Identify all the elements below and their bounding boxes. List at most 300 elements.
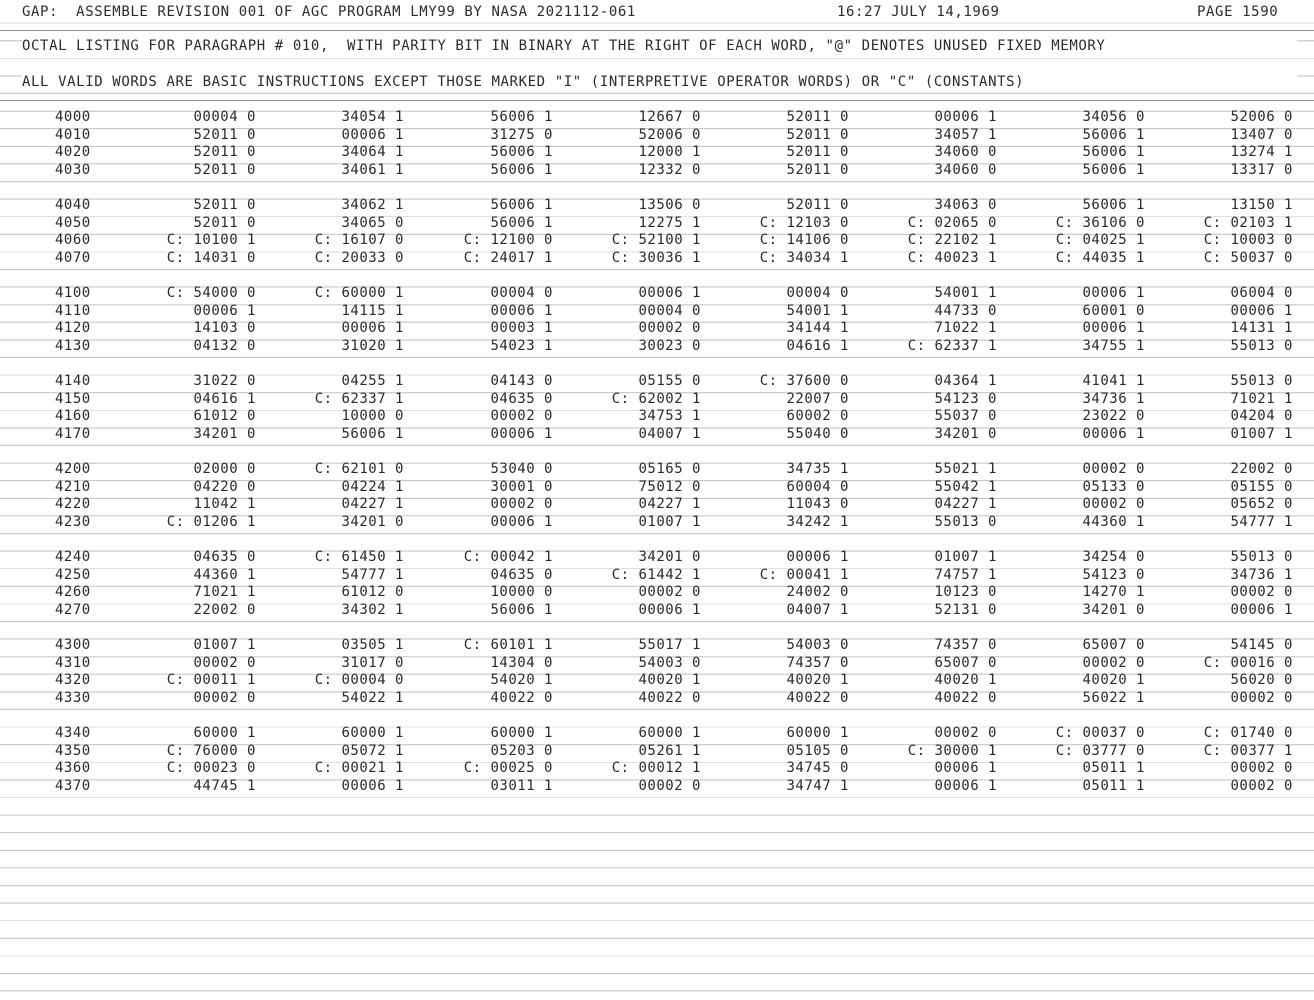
octal-word: 05155 0 [1230,478,1293,495]
octal-word: C: 12100 0 [463,232,553,249]
listing-row [0,549,1314,566]
listing-row [0,602,1314,619]
listing-row [0,144,1314,161]
octal-word: 40020 1 [934,672,997,689]
octal-word: 04204 0 [1230,408,1293,425]
octal-word: 56006 1 [490,197,553,213]
octal-word: 10123 0 [934,584,997,601]
octal-word: 30001 0 [490,478,553,495]
header-line-1 [22,4,1297,22]
octal-word: 00006 1 [490,425,553,442]
octal-word: 56006 1 [1082,144,1145,161]
octal-word: C: 44035 1 [1055,249,1145,266]
octal-word: 23022 0 [1082,408,1145,425]
octal-word: 00002 0 [1230,584,1293,601]
octal-word: 71021 1 [1230,390,1293,407]
octal-word: 55013 0 [1230,373,1293,389]
row-address: 4150 [55,390,91,407]
octal-word: C: 01740 0 [1203,725,1293,741]
octal-word: C: 61442 1 [611,566,701,583]
octal-word: 04007 1 [786,601,849,618]
octal-word: 54777 1 [1230,513,1293,530]
octal-word: C: 14031 0 [166,249,256,266]
octal-word: 00002 0 [193,689,256,706]
row-address: 4120 [55,320,91,337]
octal-word: 54020 1 [490,672,553,689]
octal-word: C: 10003 0 [1203,232,1293,249]
octal-word: 04616 1 [193,390,256,407]
octal-word: 56006 1 [490,144,553,161]
octal-word: 60000 1 [193,725,256,741]
octal-word: C: 60101 1 [463,637,553,653]
octal-word: 00006 1 [341,320,404,337]
octal-word: 71021 1 [193,584,256,601]
octal-word: 40022 0 [786,689,849,706]
listing-row [0,514,1314,531]
octal-word: 00002 0 [1230,689,1293,706]
octal-word: 03011 1 [490,777,553,794]
octal-word: 04132 0 [193,337,256,354]
header-line-3 [22,74,1297,92]
octal-word: C: 02065 0 [907,214,997,231]
listing-row [0,760,1314,777]
octal-word: 34201 0 [934,425,997,442]
listing-row [0,250,1314,267]
octal-word: C: 00037 0 [1055,725,1145,741]
octal-word: 56006 1 [490,601,553,618]
octal-word: C: 00377 1 [1203,742,1293,759]
octal-word: C: 36106 0 [1055,214,1145,231]
octal-word: 54003 0 [638,654,701,671]
octal-word: 71022 1 [934,320,997,337]
octal-word: 04364 1 [934,373,997,389]
octal-word: C: 30000 1 [907,742,997,759]
octal-word: C: 34034 1 [759,249,849,266]
octal-word: 56022 1 [1082,689,1145,706]
listing-row [0,479,1314,496]
octal-word: 60000 1 [638,725,701,741]
octal-word: 34735 1 [786,461,849,477]
octal-word: 61012 0 [193,408,256,425]
octal-word: 34755 1 [1082,337,1145,354]
octal-word: 55040 0 [786,425,849,442]
row-address: 4100 [55,285,91,301]
octal-word: 00004 0 [193,109,256,125]
octal-word: C: 24017 1 [463,249,553,266]
octal-word: 00002 0 [490,496,553,513]
octal-word: 22002 0 [1230,461,1293,477]
row-address: 4330 [55,689,91,706]
octal-word: C: 60000 1 [314,285,404,301]
octal-word: 34057 1 [934,126,997,143]
octal-word: 00006 1 [490,513,553,530]
octal-word: 52006 0 [638,126,701,143]
octal-word: 56006 1 [341,425,404,442]
octal-word: 44360 1 [193,566,256,583]
row-address: 4240 [55,549,91,565]
row-address: 4200 [55,461,91,477]
octal-word: 05011 1 [1082,760,1145,777]
listing-row [0,778,1314,795]
octal-word: C: 50037 0 [1203,249,1293,266]
octal-word: 00004 0 [490,285,553,301]
octal-word: C: 40023 1 [907,249,997,266]
octal-word: 54001 1 [934,285,997,301]
octal-word: 34242 1 [786,513,849,530]
octal-word: 56006 1 [1082,197,1145,213]
octal-word: 00002 0 [934,725,997,741]
octal-word: 00002 0 [638,777,701,794]
octal-word: C: 62337 1 [314,390,404,407]
octal-word: 55042 1 [934,478,997,495]
octal-word: 34201 0 [1082,601,1145,618]
octal-word: 34302 1 [341,601,404,618]
octal-word: 00006 1 [1230,302,1293,319]
octal-word: 00006 1 [341,126,404,143]
octal-word: 74357 0 [786,654,849,671]
row-address: 4040 [55,197,91,213]
octal-word: 52011 0 [193,214,256,231]
octal-word: 60001 0 [1082,302,1145,319]
listing-row [0,584,1314,601]
assembly-title: GAP: ASSEMBLE REVISION 001 OF AGC PROGRAM LMY99 BY NASA 2021112-061 [22,4,636,20]
octal-word: 60000 1 [490,725,553,741]
octal-word: C: 01206 1 [166,513,256,530]
octal-word: 34254 0 [1082,549,1145,565]
octal-word: 00006 1 [934,760,997,777]
octal-word: 04227 1 [341,496,404,513]
octal-word: 34736 1 [1082,390,1145,407]
row-address: 4110 [55,302,91,319]
octal-word: 01007 1 [193,637,256,653]
octal-word: 56006 1 [490,109,553,125]
listing-legend: ALL VALID WORDS ARE BASIC INSTRUCTIONS EXCEPT THOSE MARKED "I" (INTERPRETIVE OPERATOR WORDS) OR "C" (CONSTANTS) [22,74,1025,90]
row-address: 4000 [55,109,91,125]
row-address: 4050 [55,214,91,231]
octal-word: 52011 0 [193,126,256,143]
octal-word: 55037 0 [934,408,997,425]
octal-word: C: 00023 0 [166,760,256,777]
octal-word: 52011 0 [786,161,849,178]
octal-word: 04616 1 [786,337,849,354]
octal-word: 00002 0 [1230,777,1293,794]
listing-row [0,496,1314,513]
octal-word: C: 00016 0 [1203,654,1293,671]
listing-row [0,725,1314,742]
octal-word: 01007 1 [934,549,997,565]
octal-word: C: 52100 1 [611,232,701,249]
octal-word: 05261 1 [638,742,701,759]
listing-row [0,373,1314,390]
octal-word: 05072 1 [341,742,404,759]
octal-word: C: 00012 1 [611,760,701,777]
octal-word: 05133 0 [1082,478,1145,495]
octal-word: 04255 1 [341,373,404,389]
octal-word: 01007 1 [1230,425,1293,442]
octal-word: 00002 0 [1082,654,1145,671]
octal-word: 00002 0 [638,320,701,337]
octal-word: 52011 0 [786,109,849,125]
octal-word: C: 62101 0 [314,461,404,477]
listing-row [0,637,1314,654]
octal-word: 00002 0 [1082,496,1145,513]
octal-word: C: 03777 0 [1055,742,1145,759]
octal-word: 60004 0 [786,478,849,495]
octal-word: 56020 0 [1230,672,1293,689]
octal-word: 34201 0 [193,425,256,442]
listing-row [0,743,1314,760]
octal-word: 34063 0 [934,197,997,213]
octal-word: 52011 0 [786,144,849,161]
octal-word: 14304 0 [490,654,553,671]
listing-description: OCTAL LISTING FOR PARAGRAPH # 010, WITH PARITY BIT IN BINARY AT THE RIGHT OF EACH WORD, "@" DENOTES UNUSED FIXED MEMORY [22,38,1106,54]
listing-row [0,215,1314,232]
octal-word: 52006 0 [1230,109,1293,125]
listing-row [0,655,1314,672]
octal-word: 04635 0 [193,549,256,565]
row-address: 4060 [55,232,91,249]
octal-word: 13407 0 [1230,126,1293,143]
listing-row [0,197,1314,214]
listing-row [0,672,1314,689]
octal-word: 10000 0 [341,408,404,425]
row-address: 4010 [55,126,91,143]
octal-word: 10000 0 [490,584,553,601]
octal-word: 40022 0 [638,689,701,706]
octal-word: 44745 1 [193,777,256,794]
octal-word: 12332 0 [638,161,701,178]
row-address: 4210 [55,478,91,495]
octal-word: 00004 0 [638,302,701,319]
assembly-timestamp: 16:27 JULY 14,1969 [837,4,1000,20]
octal-word: 54023 1 [490,337,553,354]
listing-row [0,232,1314,249]
octal-word: 74757 1 [934,566,997,583]
octal-word: 54777 1 [341,566,404,583]
octal-word: 01007 1 [638,513,701,530]
octal-word: 53040 0 [490,461,553,477]
octal-word: 11042 1 [193,496,256,513]
listing-row [0,408,1314,425]
octal-word: 34065 0 [341,214,404,231]
octal-word: C: 00021 1 [314,760,404,777]
octal-word: 34064 1 [341,144,404,161]
octal-word: 00002 0 [638,584,701,601]
octal-word: 40020 1 [786,672,849,689]
octal-word: C: 00025 0 [463,760,553,777]
octal-word: 52011 0 [193,144,256,161]
octal-word: 52131 0 [934,601,997,618]
octal-word: 54145 0 [1230,637,1293,653]
octal-word: 14270 1 [1082,584,1145,601]
octal-word: C: 30036 1 [611,249,701,266]
octal-word: 34060 0 [934,144,997,161]
octal-word: 56006 1 [1082,161,1145,178]
octal-word: 05165 0 [638,461,701,477]
octal-word: 24002 0 [786,584,849,601]
octal-word: 00006 1 [1230,601,1293,618]
octal-word: 14115 1 [341,302,404,319]
octal-word: 00004 0 [786,285,849,301]
octal-word: 14131 1 [1230,320,1293,337]
row-address: 4140 [55,373,91,389]
octal-word: C: 10100 1 [166,232,256,249]
octal-word: 34062 1 [341,197,404,213]
octal-word: 00006 1 [490,302,553,319]
row-address: 4020 [55,144,91,161]
listing-row [0,285,1314,302]
octal-word: 14103 0 [193,320,256,337]
octal-word: 04224 1 [341,478,404,495]
octal-word: 04007 1 [638,425,701,442]
octal-word: C: 76000 0 [166,742,256,759]
octal-word: 00006 1 [638,285,701,301]
row-address: 4370 [55,777,91,794]
octal-word: 00006 1 [341,777,404,794]
octal-word: 13506 0 [638,197,701,213]
octal-word: C: 00004 0 [314,672,404,689]
listing-row [0,320,1314,337]
octal-word: 40020 1 [1082,672,1145,689]
row-address: 4220 [55,496,91,513]
row-address: 4160 [55,408,91,425]
octal-word: 60000 1 [341,725,404,741]
row-address: 4360 [55,760,91,777]
row-address: 4070 [55,249,91,266]
octal-word: 52011 0 [786,197,849,213]
octal-word: 54001 1 [786,302,849,319]
octal-word: 55013 0 [934,513,997,530]
octal-word: 40022 0 [490,689,553,706]
octal-word: 00002 0 [490,408,553,425]
octal-word: C: 00042 1 [463,549,553,565]
octal-word: 61012 0 [341,584,404,601]
octal-word: 02000 0 [193,461,256,477]
octal-word: 40020 1 [638,672,701,689]
octal-word: 52011 0 [193,161,256,178]
octal-word: 34736 1 [1230,566,1293,583]
octal-word: 56006 1 [490,161,553,178]
octal-word: 06004 0 [1230,285,1293,301]
octal-word: 54003 0 [786,637,849,653]
octal-word: 74357 0 [934,637,997,653]
octal-word: 00003 1 [490,320,553,337]
row-address: 4320 [55,672,91,689]
listing-row [0,426,1314,443]
row-address: 4170 [55,425,91,442]
octal-word: 00006 1 [1082,320,1145,337]
row-address: 4130 [55,337,91,354]
octal-word: 00002 0 [1230,760,1293,777]
listing-row [0,391,1314,408]
octal-word: C: 00011 1 [166,672,256,689]
octal-word: 04635 0 [490,390,553,407]
octal-word: 04227 1 [638,496,701,513]
octal-word: 05155 0 [638,373,701,389]
octal-word: 00006 1 [934,109,997,125]
octal-word: 13274 1 [1230,144,1293,161]
octal-word: 04143 0 [490,373,553,389]
page-number: PAGE 1590 [1197,4,1279,20]
octal-word: C: 12103 0 [759,214,849,231]
octal-word: 00002 0 [1082,461,1145,477]
listing-row [0,127,1314,144]
octal-word: 34054 1 [341,109,404,125]
octal-word: 00006 1 [638,601,701,618]
octal-word: 31017 0 [341,654,404,671]
octal-word: 41041 1 [1082,373,1145,389]
octal-word: 52011 0 [193,197,256,213]
octal-word: 34747 1 [786,777,849,794]
octal-word: C: 22102 1 [907,232,997,249]
octal-word: C: 00041 1 [759,566,849,583]
octal-word: 03505 1 [341,637,404,653]
octal-word: 34201 0 [341,513,404,530]
octal-word: 34745 0 [786,760,849,777]
octal-word: 34060 0 [934,161,997,178]
octal-word: 56006 1 [1082,126,1145,143]
octal-word: C: 54000 0 [166,285,256,301]
octal-word: C: 20033 0 [314,249,404,266]
row-address: 4300 [55,637,91,653]
octal-word: 00006 1 [1082,425,1145,442]
octal-word: 34201 0 [638,549,701,565]
octal-word: C: 37600 0 [759,373,849,389]
octal-word: 04635 0 [490,566,553,583]
listing-row [0,303,1314,320]
row-address: 4340 [55,725,91,741]
octal-word: 13317 0 [1230,161,1293,178]
octal-word: 12667 0 [638,109,701,125]
row-address: 4030 [55,161,91,178]
row-address: 4310 [55,654,91,671]
octal-word: 54123 0 [934,390,997,407]
octal-word: 31022 0 [193,373,256,389]
row-address: 4260 [55,584,91,601]
octal-word: 00006 1 [1082,285,1145,301]
octal-word: 34144 1 [786,320,849,337]
header-line-2 [22,38,1297,56]
octal-word: 00006 1 [934,777,997,794]
row-address: 4230 [55,513,91,530]
octal-word: 12275 1 [638,214,701,231]
octal-word: C: 14106 0 [759,232,849,249]
octal-word: 44360 1 [1082,513,1145,530]
octal-word: 52011 0 [786,126,849,143]
octal-word: 55013 0 [1230,549,1293,565]
octal-word: 00002 0 [193,654,256,671]
octal-word: 22007 0 [786,390,849,407]
octal-word: 30023 0 [638,337,701,354]
octal-word: C: 61450 1 [314,549,404,565]
octal-word: 31275 0 [490,126,553,143]
octal-word: 65007 0 [934,654,997,671]
header-separator [0,100,1314,101]
octal-word: 05105 0 [786,742,849,759]
octal-word: 65007 0 [1082,637,1145,653]
row-address: 4270 [55,601,91,618]
octal-word: 54123 0 [1082,566,1145,583]
octal-word: 00006 1 [786,549,849,565]
listing-row [0,338,1314,355]
listing-row [0,567,1314,584]
listing-row [0,690,1314,707]
octal-word: 44733 0 [934,302,997,319]
listing-row [0,109,1314,126]
octal-word: 04227 1 [934,496,997,513]
octal-word: C: 02103 1 [1203,214,1293,231]
octal-word: 22002 0 [193,601,256,618]
